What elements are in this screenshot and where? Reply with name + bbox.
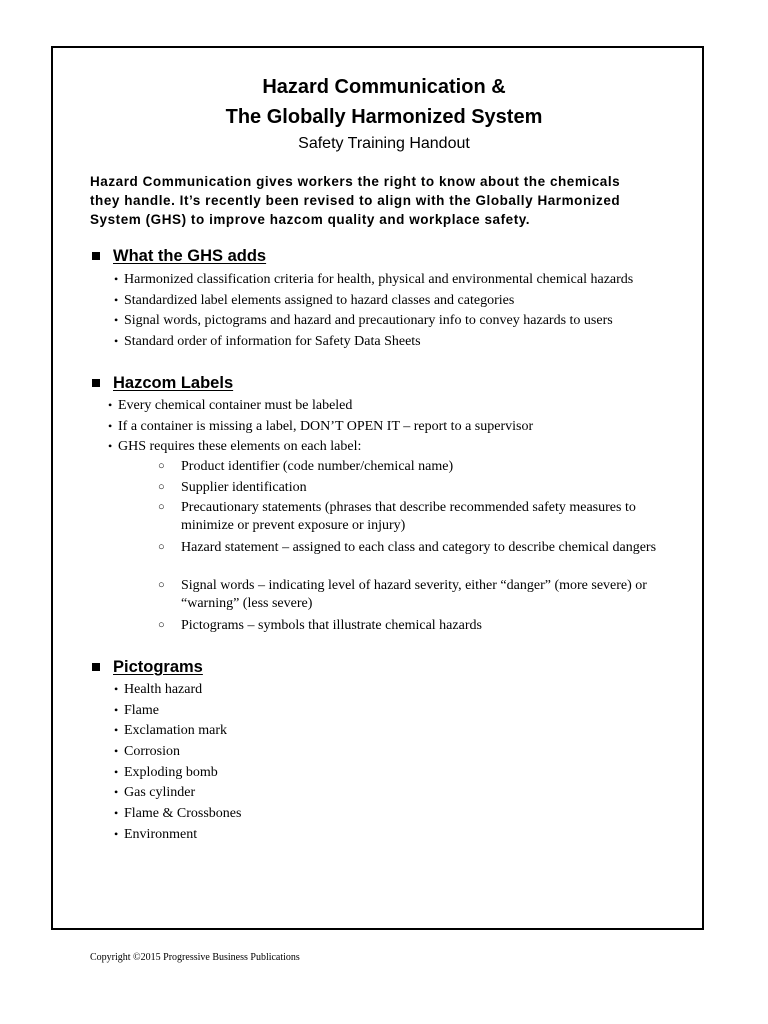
bullet-icon: • [114, 806, 119, 821]
square-bullet-icon [92, 379, 100, 387]
list-item: ○ Product identifier (code number/chemical name) [158, 459, 454, 474]
list-item: ○ Hazard statement – assigned to each class and category to describe chemical dangers [158, 540, 657, 555]
bullet-icon: • [114, 702, 119, 717]
bullet-icon: • [114, 764, 119, 779]
title-line-2: The Globally Harmonized System [225, 106, 543, 128]
list-item: ○ Signal words – indicating level of hazard severity, either “danger” (more severe) or “warning” (less severe) [158, 578, 647, 611]
intro-line: System (GHS) to improve hazcom quality and workplace safety. [90, 212, 531, 227]
subtitle: Safety Training Handout [298, 135, 470, 152]
bullet-icon: • [114, 723, 119, 738]
circle-bullet-icon: ○ [158, 460, 165, 472]
title-line-1: Hazard Communication & [262, 76, 506, 98]
bullet-icon: • [114, 826, 119, 841]
square-bullet-icon [92, 663, 100, 671]
circle-bullet-icon: ○ [158, 579, 165, 591]
list-item: ○ Supplier identification [158, 480, 307, 495]
intro-line: they handle. It’s recently been revised to align with the Globally Harmonized [90, 193, 621, 208]
circle-bullet-icon: ○ [158, 541, 165, 553]
bullet-icon: • [108, 398, 113, 412]
list-item: ○ Pictograms – symbols that illustrate chemical hazards [158, 618, 482, 633]
bullet-icon: • [114, 272, 119, 286]
copyright-footer: Copyright ©2015 Progressive Business Publications [90, 952, 300, 963]
bullet-icon: • [114, 292, 119, 307]
circle-bullet-icon: ○ [158, 501, 165, 513]
intro-paragraph [90, 172, 690, 229]
bullet-icon: • [114, 744, 119, 759]
bullet-icon: • [114, 785, 119, 800]
list-item: ○ Precautionary statements (phrases that describe recommended safety measures to minimize or prevent exposure or injury) [158, 500, 636, 533]
bullet-icon: • [114, 682, 119, 696]
bullet-icon: • [108, 439, 113, 454]
bullet-icon: • [108, 418, 113, 433]
bullet-icon: • [114, 313, 119, 328]
circle-bullet-icon: ○ [158, 481, 165, 493]
square-bullet-icon [92, 252, 100, 260]
circle-bullet-icon: ○ [158, 619, 165, 631]
bullet-icon: • [114, 334, 119, 349]
intro-line: Hazard Communication gives workers the right to know about the chemicals [90, 174, 621, 189]
